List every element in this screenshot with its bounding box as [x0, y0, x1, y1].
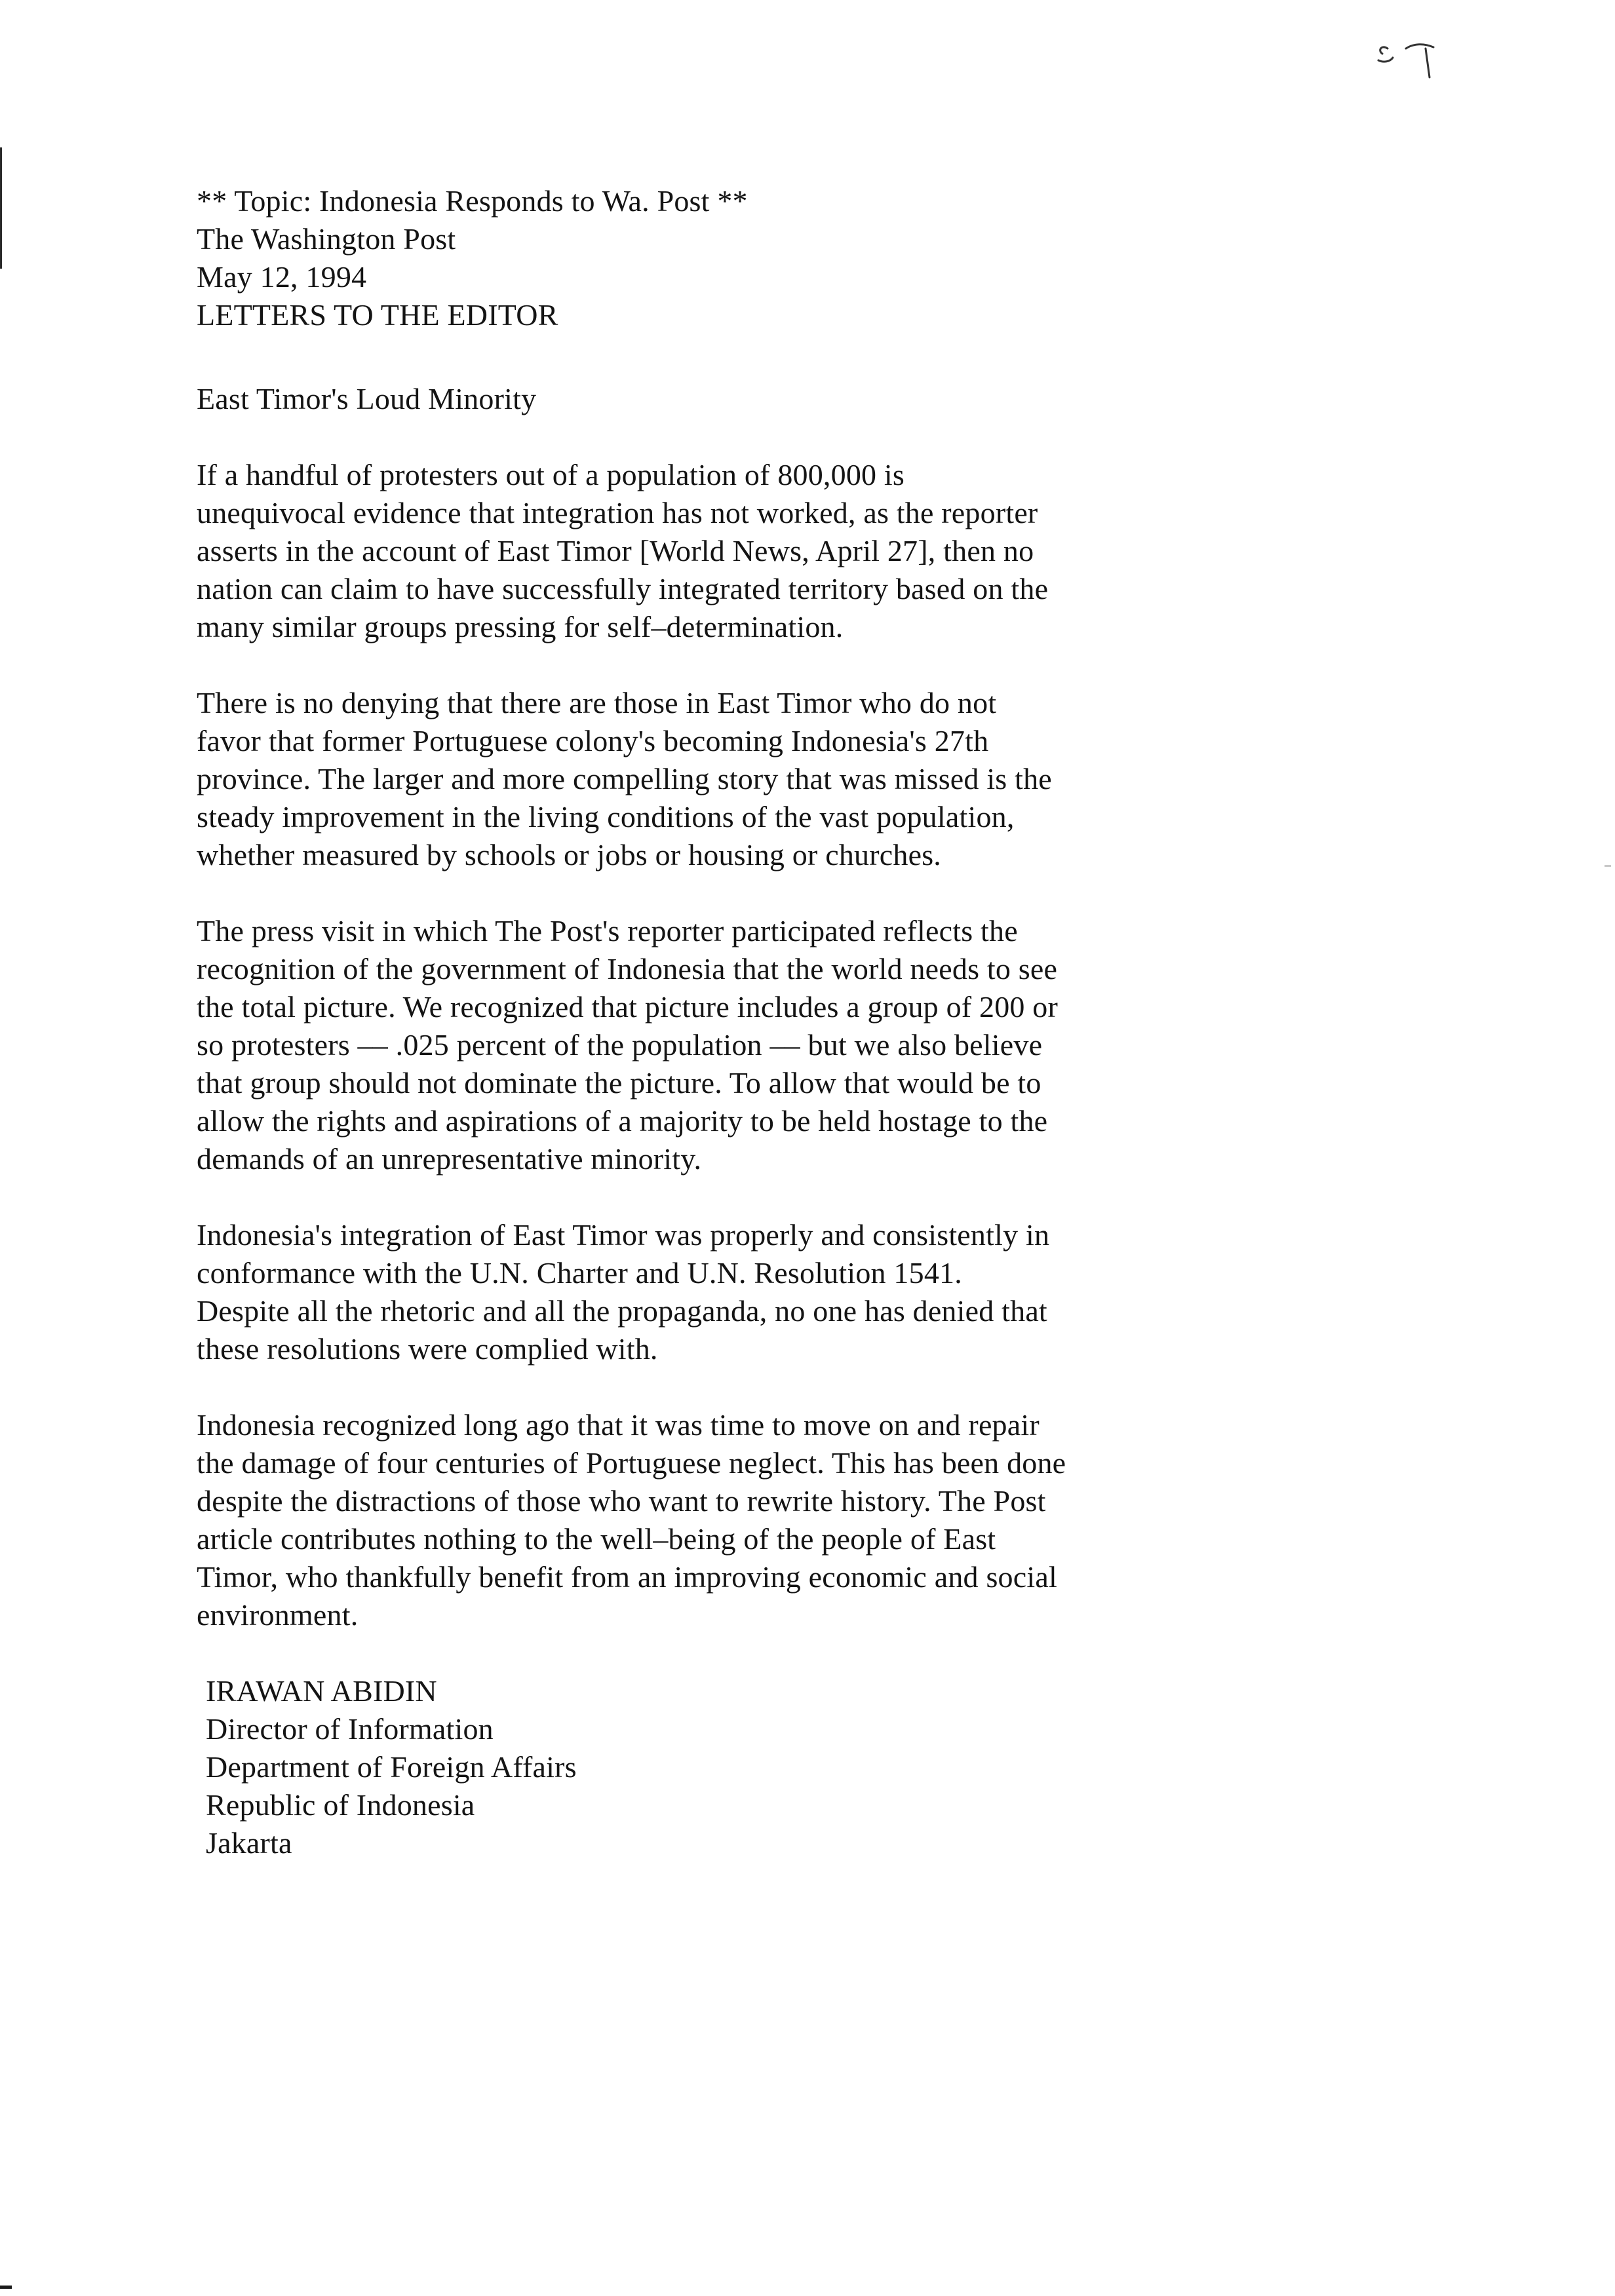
paragraph-line: Timor, who thankfully benefit from an improving economic and social [197, 1560, 1057, 1594]
paragraph-line: steady improvement in the living conditions of the vast population, [197, 800, 1015, 833]
signer-department: Department of Foreign Affairs [206, 1750, 577, 1784]
paragraph-line: If a handful of protesters out of a population of 800,000 is [197, 458, 905, 491]
paragraph-line: the damage of four centuries of Portuguese neglect. This has been done [197, 1446, 1066, 1480]
paragraph-line: the total picture. We recognized that picture includes a group of 200 or [197, 990, 1059, 1024]
publication-name: The Washington Post [197, 222, 456, 256]
paragraph [197, 1406, 1258, 1634]
signer-city: Jakarta [206, 1826, 292, 1860]
paragraph-line: There is no denying that there are those in East Timor who do not [197, 686, 997, 719]
paragraph-line: whether measured by schools or jobs or housing or churches. [197, 838, 941, 871]
section-name: LETTERS TO THE EDITOR [197, 298, 558, 332]
paragraph-line: many similar groups pressing for self–determination. [197, 610, 844, 643]
signer-position: Director of Information [206, 1712, 494, 1746]
paragraph-line: environment. [197, 1598, 359, 1632]
signer-country: Republic of Indonesia [206, 1788, 475, 1822]
paragraph-line: despite the distractions of those who want to rewrite history. The Post [197, 1484, 1046, 1518]
paragraph-line: asserts in the account of East Timor [World News, April 27], then no [197, 534, 1034, 567]
paragraph-line: so protesters –– .025 percent of the population –– but we also believe [197, 1028, 1043, 1062]
paragraph [197, 684, 1258, 874]
paragraph-line: Indonesia recognized long ago that it was time to move on and repair [197, 1408, 1040, 1442]
paragraph-line: Indonesia's integration of East Timor was properly and consistently in [197, 1218, 1050, 1252]
topic-line: ** Topic: Indonesia Responds to Wa. Post ** [197, 184, 748, 218]
paragraph-line: conformance with the U.N. Charter and U.N. Resolution 1541. [197, 1256, 962, 1290]
paragraph-line: recognition of the government of Indonesia that the world needs to see [197, 952, 1058, 985]
handwritten-page-number [1373, 34, 1452, 86]
paragraph [197, 456, 1258, 646]
signer-name: IRAWAN ABIDIN [206, 1674, 437, 1708]
paragraph-line: unequivocal evidence that integration has not worked, as the reporter [197, 496, 1038, 529]
letter-body [197, 182, 1258, 1862]
scan-edge-mark [1605, 865, 1611, 867]
paragraph-line: province. The larger and more compelling story that was missed is the [197, 762, 1052, 795]
paragraph-line: favor that former Portuguese colony's becoming Indonesia's 27th [197, 724, 989, 757]
paragraph-line: nation can claim to have successfully integrated territory based on the [197, 572, 1049, 605]
paragraph-line: Despite all the rhetoric and all the propaganda, no one has denied that [197, 1294, 1047, 1328]
paragraph [197, 1216, 1258, 1368]
paragraph-line: demands of an unrepresentative minority. [197, 1142, 702, 1176]
scan-edge-mark [0, 2286, 12, 2289]
letter-title: East Timor's Loud Minority [197, 382, 537, 415]
paragraph [197, 912, 1258, 1178]
paragraph-line: article contributes nothing to the well–being of the people of East [197, 1522, 996, 1556]
header-block [197, 182, 1258, 334]
scan-edge-mark [0, 147, 2, 269]
signature-block [206, 1672, 1258, 1862]
paragraph-line: that group should not dominate the picture. To allow that would be to [197, 1066, 1041, 1100]
paragraph-line: The press visit in which The Post's reporter participated reflects the [197, 914, 1018, 947]
paragraph-line: these resolutions were complied with. [197, 1332, 658, 1366]
paragraph-line: allow the rights and aspirations of a majority to be held hostage to the [197, 1104, 1048, 1138]
publication-date: May 12, 1994 [197, 260, 367, 294]
